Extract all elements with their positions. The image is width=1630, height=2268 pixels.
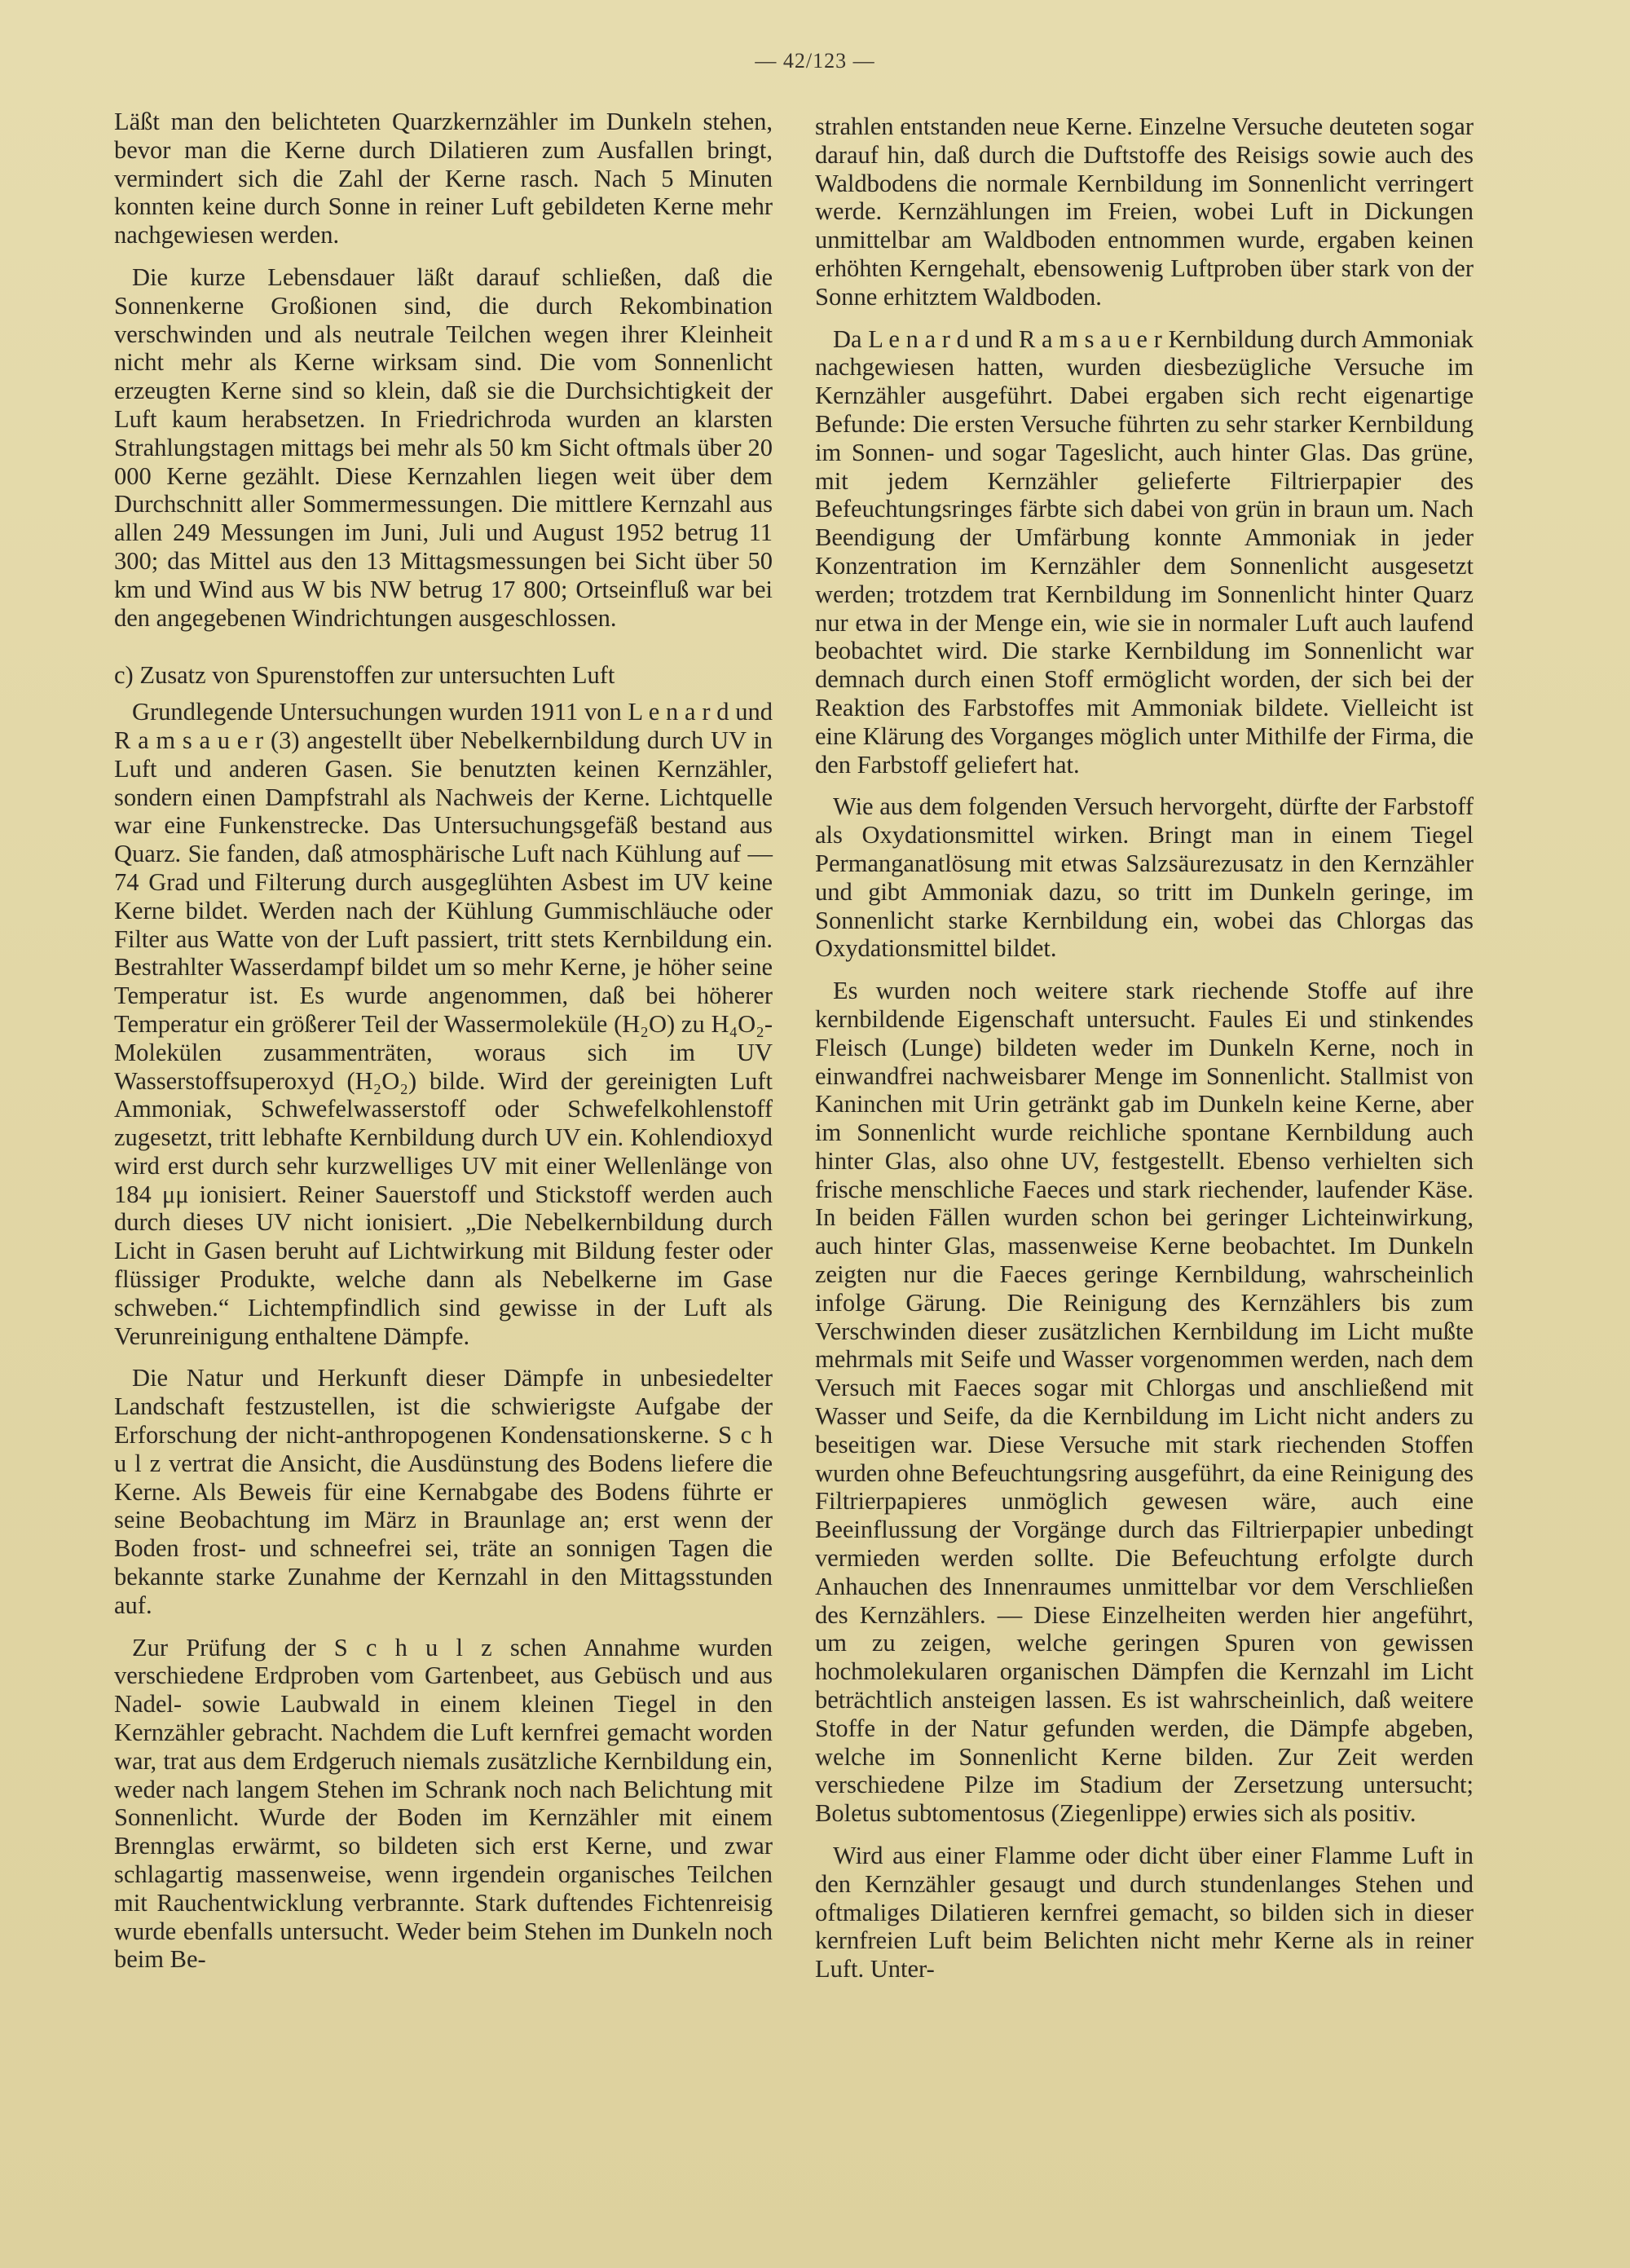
right-column (815, 113, 1474, 1997)
page-number: — 42/123 — (755, 49, 875, 73)
left-column (114, 108, 773, 1988)
paragraph: strahlen entstanden neue Kerne. Einzelne Versuche deuteten sogar darauf hin, daß durch die Duftstoffe des Reisigs sowie auch des Waldbodens die normale Kernbildung im Sonnenlicht verringert werde. Kernzählungen im Freien, wobei Luft in Dickungen unmittelbar am Waldboden entnommen wurde, ergaben keinen erhöhten Kerngehalt, ebensowenig Luftproben über stark von der Sonne erhitztem Waldboden. (815, 113, 1474, 311)
paragraph: Wie aus dem folgenden Versuch hervorgeht, dürfte der Farbstoff als Oxydationsmittel wirken. Bringt man in einem Tiegel Permanganatlösung mit etwas Salzsäurezusatz in den Kernzähler und gibt Ammoniak dazu, so tritt im Dunkeln geringe, im Sonnenlicht starke Kernbildung ein, wobei das Chlorgas das Oxydationsmittel bildet. (815, 792, 1474, 963)
paragraph: Wird aus einer Flamme oder dicht über einer Flamme Luft in den Kernzähler gesaugt und durch stundenlanges Stehen und oftmaliges Dilatieren kernfrei gemacht, so bilden sich in dieser kernfreien Luft beim Belichten nicht mehr Kerne als in reiner Luft. Unter- (815, 1842, 1474, 1983)
paragraph: Da L e n a r d und R a m s a u e r Kernbildung durch Ammoniak nachgewiesen hatten, wurden diesbezügliche Versuche im Kernzähler ausgeführt. Dabei ergaben sich recht eigenartige Befunde: Die ersten Versuche führten zu sehr starker Kernbildung im Sonnen- und sogar Tageslicht, auch hinter Glas. Das grüne, mit jedem Kernzähler gelieferte Filtrierpapier des Befeuchtungsringes färbte sich dabei von grün in braun um. Nach Beendigung der Umfärbung konnte Ammoniak in jeder Konzentration im Kernzähler dem Sonnenlicht ausgesetzt werden; trotzdem trat Kernbildung im Sonnenlicht hinter Quarz nur etwa in der Menge ein, wie sie in normaler Luft auch laufend beobachtet wird. Die starke Kernbildung im Sonnenlicht war demnach durch einen Stoff ermöglicht worden, der sich bei der Reaktion des Farbstoffes mit Ammoniak bildete. Vielleicht ist eine Klärung des Vorganges möglich unter Mithilfe der Firma, die den Farbstoff geliefert hat. (815, 324, 1474, 779)
paragraph: Grundlegende Untersuchungen wurden 1911 von L e n a r d und R a m s a u e r (3) angestellt über Nebelkernbildung durch UV in Luft und anderen Gasen. Sie benutzten keinen Kernzähler, sondern einen Dampfstrahl als Nachweis der Kerne. Lichtquelle war eine Funkenstrecke. Das Untersuchungsgefäß bestand aus Quarz. Sie fanden, daß atmosphärische Luft nach Kühlung auf —74 Grad und Filterung durch ausgeglühten Asbest im UV keine Kerne bildet. Werden nach der Kühlung Gummischläuche oder Filter aus Watte von der Luft passiert, tritt stets Kernbildung ein. Bestrahlter Wasserdampf bildet um so mehr Kerne, je höher seine Temperatur ist. Es wurde angenommen, daß bei höherer Temperatur ein größerer Teil der Wassermoleküle (H₂O) zu H₄O₂-Molekülen zusammenträten, woraus sich im UV Wasserstoffsuperoxyd (H₂O₂) bilde. Wird der gereinigten Luft Ammoniak, Schwefelwasserstoff oder Schwefelkohlenstoff zugesetzt, tritt lebhafte Kernbildung durch UV ein. Kohlendioxyd wird erst durch sehr kurzwelliges UV mit einer Wellenlänge von 184 μμ ionisiert. Reiner Sauerstoff und Stickstoff werden auch durch dieses UV nicht ionisiert. „Die Nebelkernbildung durch Licht in Gasen beruht auf Lichtwirkung mit Bildung fester oder flüssiger Produkte, welche dann als Nebelkerne im Gase schweben.“ Lichtempfindlich sind gewisse in der Luft als Verunreinigung enthaltene Dämpfe. (114, 698, 773, 1350)
paragraph: Die kurze Lebensdauer läßt darauf schließen, daß die Sonnenkerne Großionen sind, die durch Rekombination verschwinden und als neutrale Teilchen wegen ihrer Kleinheit nicht mehr als Kerne wirksam sind. Die vom Sonnenlicht erzeugten Kerne sind so klein, daß sie die Durchsichtigkeit der Luft kaum herabsetzen. In Friedrichroda wurden an klarsten Strahlungstagen mittags bei mehr als 50 km Sicht oftmals über 20 000 Kerne gezählt. Diese Kernzahlen liegen weit über dem Durchschnitt aller Sommermessungen. Die mittlere Kernzahl aus allen 249 Messungen im Juni, Juli und August 1952 betrug 11 300; das Mittel aus den 13 Mittagsmessungen bei Sicht über 50 km und Wind aus W bis NW betrug 17 800; Ortseinfluß war bei den angegebenen Windrichtungen ausgeschlossen. (114, 263, 773, 632)
paragraph: Es wurden noch weitere stark riechende Stoffe auf ihre kernbildende Eigenschaft untersucht. Faules Ei und stinkendes Fleisch (Lunge) bildeten weder im Dunkeln Kerne, noch in einwandfrei nachweisbarer Menge im Sonnenlicht. Stallmist von Kaninchen mit Urin getränkt gab im Dunkeln keine Kerne, aber im Sonnenlicht wurde reichliche spontane Kernbildung auch hinter Glas, also ohne UV, festgestellt. Ebenso verhielten sich frische menschliche Faeces und stark riechender, laufender Käse. In beiden Fällen wurden schon bei geringer Lichteinwirkung, auch hinter Glas, massenweise Kerne beobachtet. Im Dunkeln zeigten nur die Faeces geringe Kernbildung, wahrscheinlich infolge Gärung. Die Reinigung des Kernzählers bis zum Verschwinden dieser zusätzlichen Kernbildung im Licht mußte mehrmals mit Seife und Wasser vorgenommen werden, nach dem Versuch mit Faeces sogar mit Chlorgas und anschließend mit Wasser und Seife, da die Kernbildung im Licht nicht anders zu beseitigen war. Diese Versuche mit stark riechenden Stoffen wurden ohne Befeuchtungsring ausgeführt, da eine Reinigung des Filtrierpapieres unmöglich gewesen wäre, auch eine Beeinflussung der Vorgänge durch das Filtrierpapier unbedingt vermieden werden sollte. Die Befeuchtung erfolgte durch Anhauchen des Innenraumes unmittelbar vor dem Verschließen des Kernzählers. — Diese Einzelheiten werden hier angeführt, um zu zeigen, welche geringen Spuren von gewissen hochmolekularen organischen Dämpfen die Kernzahl im Licht beträchtlich ansteigen lassen. Es ist wahrscheinlich, daß weitere Stoffe in der Natur gefunden werden, die Dämpfe abgeben, welche im Sonnenlicht Kerne bilden. Zur Zeit werden verschiedene Pilze im Stadium der Zersetzung untersucht; Boletus subtomentosus (Ziegenlippe) erwies sich als positiv. (815, 977, 1474, 1828)
paragraph: Läßt man den belichteten Quarzkernzähler im Dunkeln stehen, bevor man die Kerne durch Dilatieren zum Ausfallen bringt, vermindert sich die Zahl der Kerne rasch. Nach 5 Minuten konnten keine durch Sonne in reiner Luft gebildeten Kerne mehr nachgewiesen werden. (114, 108, 773, 249)
paragraph: Zur Prüfung der S c h u l z schen Annahme wurden verschiedene Erdproben vom Gartenbeet, aus Gebüsch und aus Nadel- sowie Laubwald in einem kleinen Tiegel in den Kernzähler gebracht. Nachdem die Luft kernfrei gemacht worden war, trat aus dem Erdgeruch niemals zusätzliche Kernbildung ein, weder nach langem Stehen im Schrank noch nach Belichtung mit Sonnenlicht. Wurde der Boden im Kernzähler mit einem Brennglas erwärmt, so bildeten sich erst Kerne, und zwar schlagartig massenweise, wenn irgendein organisches Teilchen mit Rauchentwicklung verbrannte. Stark duftendes Fichtenreisig wurde ebenfalls untersucht. Weder beim Stehen im Dunkeln noch beim Be- (114, 1633, 773, 1974)
paragraph: Die Natur und Herkunft dieser Dämpfe in unbesiedelter Landschaft festzustellen, ist die schwierigste Aufgabe der Erforschung der nicht-anthropogenen Kondensationskerne. S c h u l z vertrat die Ansicht, die Ausdünstung des Bodens liefere die Kerne. Als Beweis für eine Kernabgabe des Bodens führte er seine Beobachtung im März in Braunlage an; erst wenn der Boden frost- und schneefrei sei, träte an sonnigen Tagen die bekannte starke Zunahme der Kernzahl in den Mittagsstunden auf. (114, 1364, 773, 1619)
section-heading: c) Zusatz von Spurenstoffen zur untersuchten Luft (114, 661, 615, 690)
